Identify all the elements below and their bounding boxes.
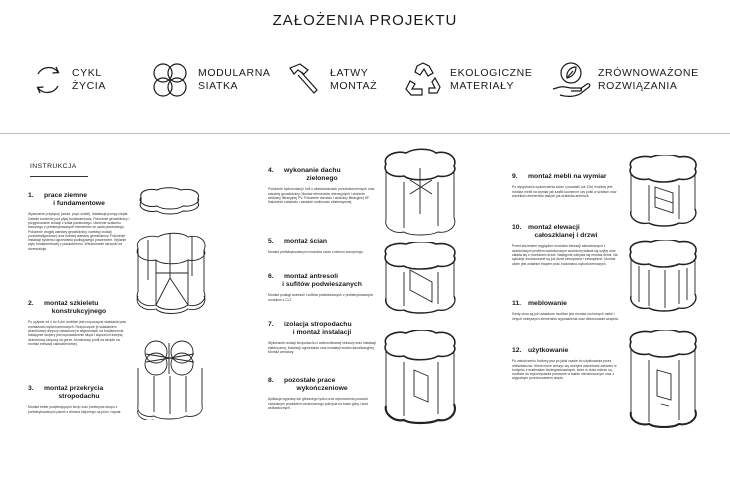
step-5 xyxy=(268,238,376,255)
step-heading xyxy=(268,321,376,337)
step-2 xyxy=(28,300,130,346)
feature-easy-assembly xyxy=(284,58,377,102)
step-number: 3. xyxy=(28,385,34,392)
feature-label-line1: ZRÓWNOWAŻONE xyxy=(598,67,699,79)
structural-frame-illustration xyxy=(130,228,210,318)
step-6 xyxy=(268,273,376,302)
step-4 xyxy=(268,167,376,205)
step-title-line2: i montaż instalacji xyxy=(292,329,352,337)
step-12 xyxy=(512,347,620,381)
step-title: montaż przekrycia xyxy=(44,385,104,392)
feature-label-line1: ŁATWY xyxy=(330,67,369,79)
step-number: 11. xyxy=(512,300,522,307)
instructions-underline xyxy=(30,176,88,177)
step-number: 1. xyxy=(28,192,34,199)
step-title: montaż ścian xyxy=(284,238,328,245)
walls-mezzanine-illustration xyxy=(380,242,460,314)
step-number: 12. xyxy=(512,347,522,354)
feature-label-line2: ŻYCIA xyxy=(72,80,106,92)
step-heading xyxy=(268,238,376,246)
step-description: Montaż prefabrykowanych modułów ścian z betonu konopnego. xyxy=(268,250,364,255)
page-title: ZAŁOŻENIA PROJEKTU xyxy=(272,12,458,29)
step-heading xyxy=(512,224,620,240)
modular-grid-icon xyxy=(148,60,192,100)
feature-eco-materials xyxy=(402,58,532,102)
step-description: Wykonanie przyłączy (woda, prąd, ścieki). Instalacja pompy ciepła. Zalanie kominów pod płytę fundamentową. Położenie geowłókniny i przygotowanie izolacji z szkła piankowego. Ułożenie szalunku traconego z prefabrykowanych elementów ze szkła piankowego. Położenie drugiej warstwy geowłókniny, warstwy izolacji przeciwwilgociowej oraz trzeciej warstwy geowłókniny. Położenie instalacji systemu ogrzewania podłogowego powietrzem. Wylanie płyty fundamentowej z piaskobetonu. Wbudowanie skrzynki na drzewostoje. xyxy=(28,212,130,251)
step-title: meblowanie xyxy=(528,300,567,307)
step-title: montaż elewacji xyxy=(528,224,580,231)
feature-label-line2: SIATKA xyxy=(198,80,239,92)
step-title-line2: zielonego xyxy=(306,175,338,183)
instructions-heading: INSTRUKCJA xyxy=(30,163,77,170)
step-title-line2: konstrukcyjnego xyxy=(51,308,107,316)
step-7 xyxy=(268,321,376,354)
step-title: montaż mebli na wymiar xyxy=(528,173,607,180)
step-title-line2: i fundamentowe xyxy=(53,200,105,208)
step-heading xyxy=(28,192,130,208)
feature-label-line1: EKOLOGICZNE xyxy=(450,67,533,79)
glass-facade-illustration xyxy=(625,240,700,312)
feature-label-line2: ROZWIĄZANIA xyxy=(598,80,678,92)
feature-sustainable-solutions xyxy=(550,58,699,102)
step-10 xyxy=(512,224,620,266)
step-heading xyxy=(512,347,620,355)
step-11 xyxy=(512,300,620,321)
feature-label-line2: MONTAŻ xyxy=(330,80,378,92)
step-description: Po zakończeniu budowy jest po jakiś czasie do użytkowania przez mieszkańców. Klient może cieszyć się dobrymi warunkami zarówno w budynku z materiałów biodegradowalnych, które w duża mierze są możliwe do wykorzystania ponownie w stanie nienaruszonym oraz z wygodnym przechowaniem ciepła. xyxy=(512,359,617,381)
step-9 xyxy=(512,173,620,198)
foundation-slab-illustration xyxy=(135,185,205,217)
step-title-line2: stropodachu xyxy=(58,393,100,401)
insulation-finishing-illustration xyxy=(380,330,460,425)
step-number: 8. xyxy=(268,377,274,384)
step-1 xyxy=(28,192,130,251)
feature-label-line1: MODULARNA xyxy=(198,67,271,79)
step-heading xyxy=(268,377,376,393)
step-number: 10. xyxy=(512,224,522,231)
step-title-line2: całoszklanej i drzwi xyxy=(534,232,598,240)
green-roof-illustration xyxy=(380,148,460,238)
step-heading xyxy=(268,167,376,183)
step-description: Po upływie od 4 do 6 dni możliwe jest rozpoczęcie składania prac montażowo-wykończeniowych. Rozpoczęcie je składaniem aluminiowej obręczy ustawionej w segmentach na fundamencie. Następnie stopery jest wprowadzenie słupa i złącza ich kolejną aluminiową obręczą na górze. Aluminiowy profil na stropie na montaż elewacji całoszkleniowej. xyxy=(28,320,127,346)
step-number: 7. xyxy=(268,321,274,328)
step-title: wykonanie dachu xyxy=(284,167,341,174)
cycle-arrows-icon xyxy=(30,62,66,98)
step-number: 6. xyxy=(268,273,274,280)
roof-structure-illustration xyxy=(132,340,210,420)
step-heading xyxy=(28,385,130,401)
step-title: użytkowanie xyxy=(528,347,569,354)
step-title: montaż szkieletu xyxy=(44,300,99,307)
hammer-icon xyxy=(284,60,324,100)
step-description: Wykonanie izolacji stropodachu z wdmuchiwanej celulozy oraz instalacji elektrycznej, instalacji ogrzewania oraz instalacji wodno-kanalizacyjnej. Montaż armatury. xyxy=(268,341,376,354)
step-title-line2: wykończeniowe xyxy=(296,385,348,393)
step-number: 2. xyxy=(28,300,34,307)
step-number: 4. xyxy=(268,167,274,174)
feature-label-line1: CYKL xyxy=(72,67,102,79)
feature-modular-grid xyxy=(148,58,271,102)
step-3 xyxy=(28,385,130,414)
step-heading xyxy=(512,173,620,181)
step-heading xyxy=(512,300,620,308)
section-divider xyxy=(0,133,730,134)
feature-life-cycle xyxy=(30,58,106,102)
finished-house-illustration xyxy=(625,330,700,430)
step-description: Aplikacja wyprawy lub glinianego tynku oraz wykończenia powodzi naturalnym produktem ceramicznego pokrycia na bazie gliny i skał wulkanicznych. xyxy=(268,397,368,410)
step-description: Montaż belek podpierających strop oraz przekrycia stropu z prefabrykowanych paneli z drewna klejonego na pióro i wpust. xyxy=(28,405,122,414)
step-number: 9. xyxy=(512,173,518,180)
step-description: Kiedy okna są już ustawione możliwe jest montaż ruchomych mebli i innych mniejszych elementów wyposażenia oraz dekorowanie wnętrza. xyxy=(512,312,619,321)
step-8 xyxy=(268,377,376,410)
step-heading xyxy=(268,273,376,289)
step-number: 5. xyxy=(268,238,274,245)
step-description: Montaż podłogi antresoli i sufitów podwieszanych z prefabrykowanych modułów z CLT. xyxy=(268,293,374,302)
furniture-illustration xyxy=(625,155,700,227)
step-heading xyxy=(28,300,130,316)
step-title: montaż antresoli xyxy=(284,273,339,280)
step-description: Przed złożeniem wyglądem modułów elewacji całoszklanych z aluminiowym profilem wartościowym wcześniej składa się szyby oraz składa się z montażem drzwi. Następnie odbywa się montaż drzwi. Na sytuacje dostosowane są już drzwi zewnętrzne i zewnętrzne. Montaż okien jest ostatnim etapem prac budowlano-wykończeniowych. xyxy=(512,244,618,266)
step-description: Położenie hydroizolacji i folii o właściwościach przeciwkorzennych oraz warstwy geowłókniny. Montaż elementów retencyjnych i złożenie włókniny filtracyjnej PV. Położenie drenażu i włókniny filtracyjnej SF. Nałożenie substratu i zasianie roślinności ekstensywnej. xyxy=(268,187,375,205)
step-title: pozostałe prace xyxy=(284,377,336,384)
step-description: Po wysychaniu wykończenia ścian i posadzki (ok 12h) możliwy jest montaż mebli na wymiar jak szafki kuchenne czy półki w szafach oraz wszelkich elementów stałych jak drabinka antresoli. xyxy=(512,185,617,198)
step-title: izolacja stropodachu xyxy=(284,321,352,328)
feature-label-line2: MATERIAŁY xyxy=(450,80,515,92)
recycle-icon xyxy=(402,60,444,100)
step-title-line2: i sufitów podwieszanych xyxy=(282,281,362,289)
step-title: prace ziemne xyxy=(44,192,88,199)
hand-leaf-icon xyxy=(550,59,592,101)
